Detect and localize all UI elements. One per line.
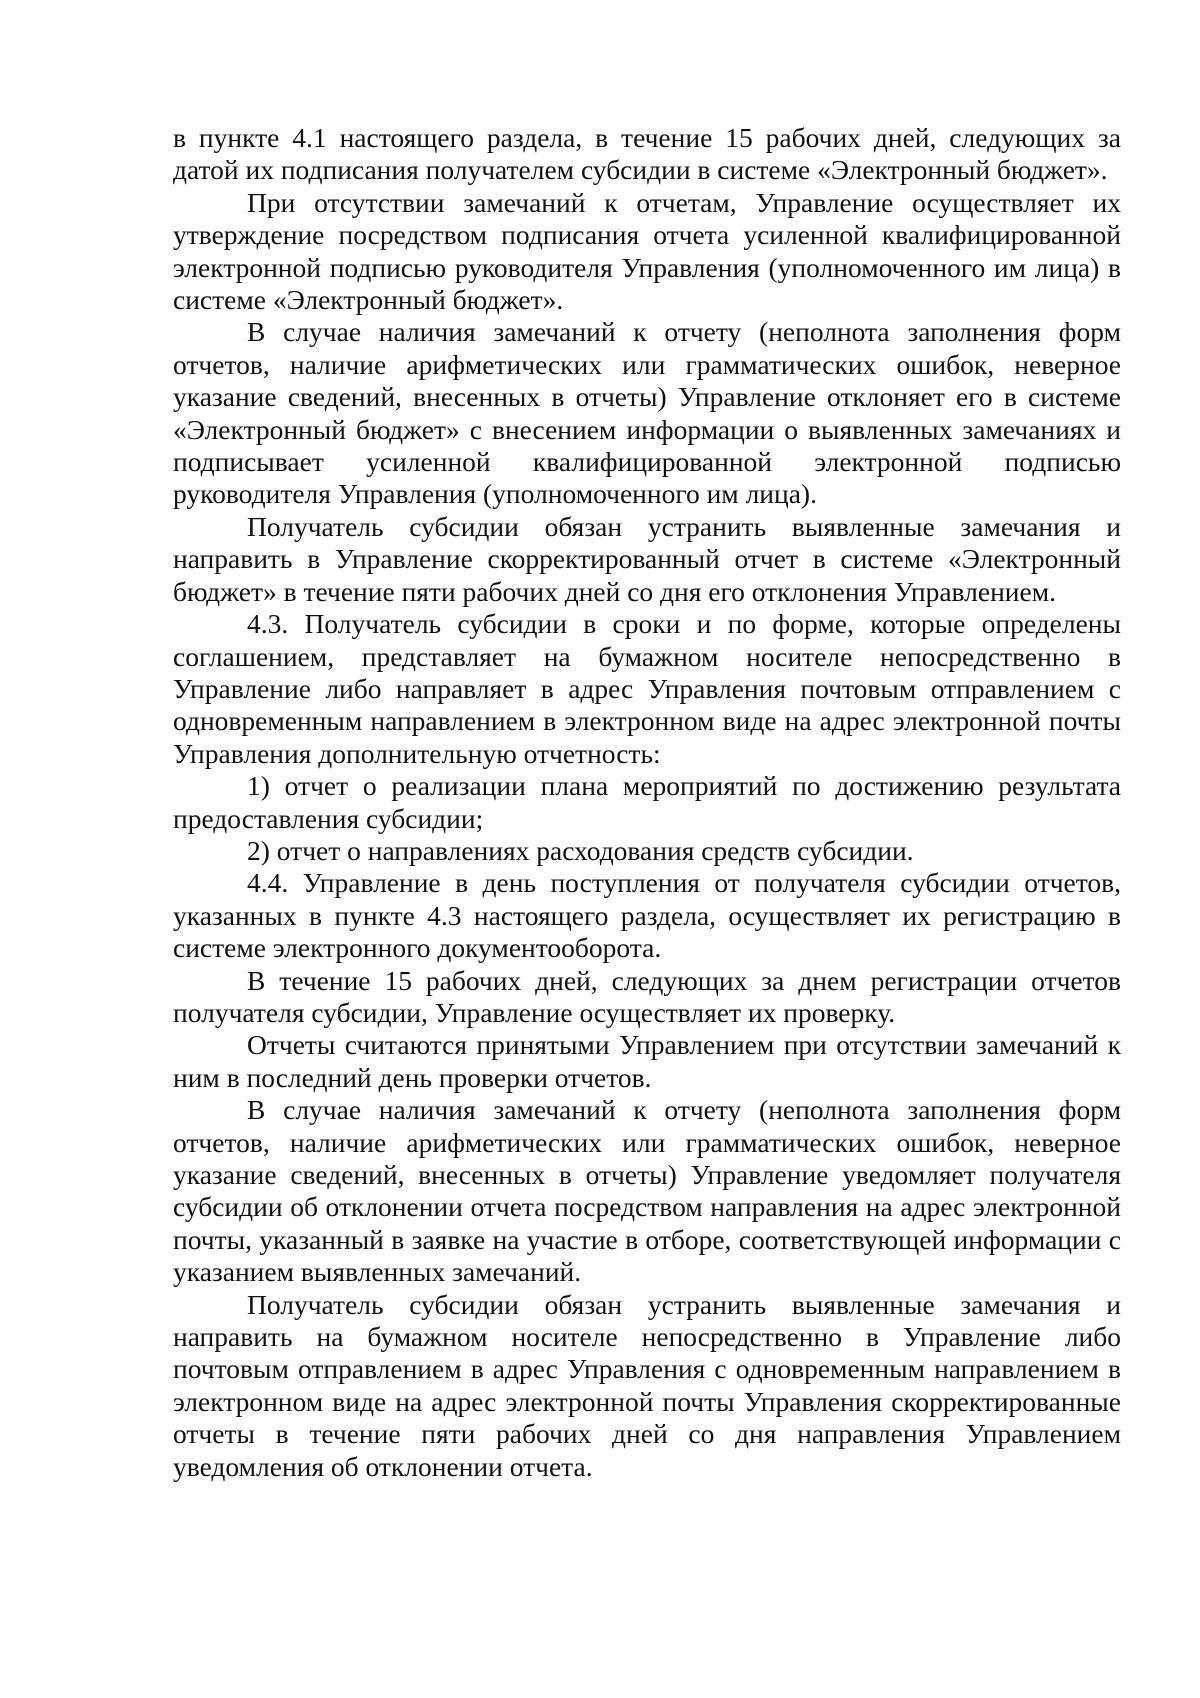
paragraph-4-3: 4.3. Получатель субсидии в сроки и по форме, которые определены соглашением, представляет на бумажном носителе непосредственно в Управление либо направляет в адрес Управления почтовым отправлением с одновременным направлением в электронном виде на адрес электронной почты Управления дополнительную отчетность: bbox=[173, 608, 1121, 769]
paragraph-correction-electronic: Получатель субсидии обязан устранить выявленные замечания и направить в Управление скорректированный отчет в системе «Электронный бюджет» в течение пяти рабочих дней со дня его отклонения Управлением. bbox=[173, 510, 1121, 607]
paragraph-4-4: 4.4. Управление в день поступления от получателя субсидии отчетов, указанных в пункте 4.3 настоящего раздела, осуществляет их регистрацию в системе электронного документооборота. bbox=[173, 867, 1121, 964]
paragraph-rejection-electronic: В случае наличия замечаний к отчету (неполнота заполнения форм отчетов, наличие арифметических или грамматических ошибок, неверное указание сведений, внесенных в отчеты) Управление отклоняет его в системе «Электронный бюджет» с внесением информации о выявленных замечаниях и подписывает усиленной квалифицированной электронной подписью руководителя Управления (уполномоченного им лица). bbox=[173, 316, 1121, 510]
document-body bbox=[173, 122, 1121, 1483]
paragraph-approval: При отсутствии замечаний к отчетам, Управление осуществляет их утверждение посредством подписания отчета усиленной квалифицированной электронной подписью руководителя Управления (уполномоченного им лица) в системе «Электронный бюджет». bbox=[173, 186, 1121, 316]
paragraph-rejection-paper: В случае наличия замечаний к отчету (неполнота заполнения форм отчетов, наличие арифметических или грамматических ошибок, неверное указание сведений, внесенных в отчеты) Управление уведомляет получателя субсидии об отклонении отчета посредством направления на адрес электронной почты, указанный в заявке на участие в отборе, соответствующей информации с указанием выявленных замечаний. bbox=[173, 1094, 1121, 1288]
paragraph-correction-paper: Получатель субсидии обязан устранить выявленные замечания и направить на бумажном носителе непосредственно в Управление либо почтовым отправлением в адрес Управления с одновременным направлением в электронном виде на адрес электронной почты Управления скорректированные отчеты в течение пяти рабочих дней со дня направления Управлением уведомления об отклонении отчета. bbox=[173, 1288, 1121, 1482]
paragraph-review-period: В течение 15 рабочих дней, следующих за днем регистрации отчетов получателя субсидии, Управление осуществляет их проверку. bbox=[173, 964, 1121, 1028]
list-item-2: 2) отчет о направлениях расходования средств субсидии. bbox=[247, 834, 914, 866]
list-item-1: 1) отчет о реализации плана мероприятий по достижению результата предоставления субсидии; bbox=[173, 770, 1121, 834]
paragraph-continuation: в пункте 4.1 настоящего раздела, в течение 15 рабочих дней, следующих за датой их подписания получателем субсидии в системе «Электронный бюджет». bbox=[173, 122, 1121, 186]
paragraph-acceptance: Отчеты считаются принятыми Управлением при отсутствии замечаний к ним в последний день проверки отчетов. bbox=[173, 1029, 1121, 1093]
